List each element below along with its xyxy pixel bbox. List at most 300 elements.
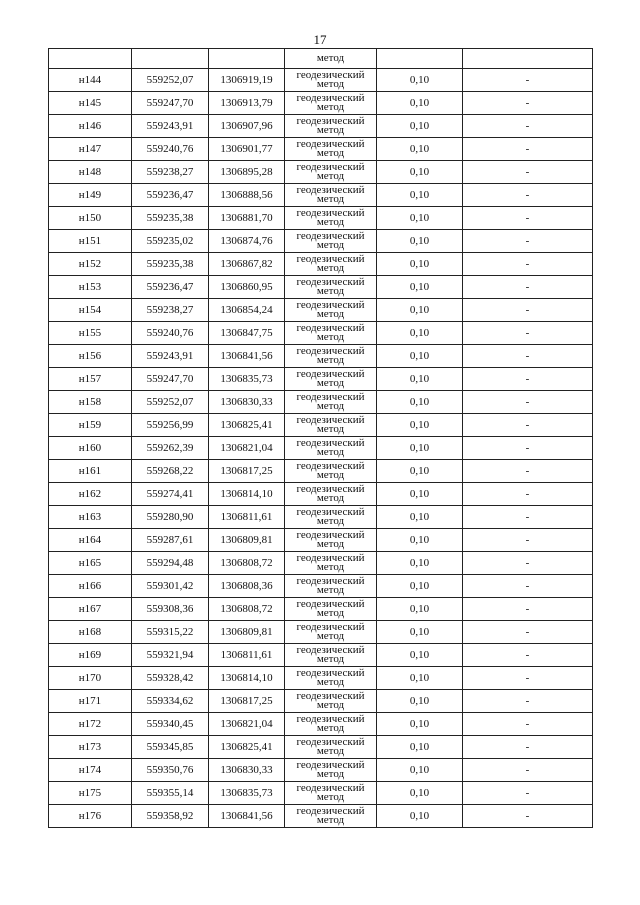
- method-line-2: метод: [316, 262, 345, 274]
- method-line-2: метод: [316, 216, 345, 228]
- method-line-1: геодезический: [296, 230, 365, 242]
- note-cell: -: [463, 138, 593, 161]
- y-coordinate-cell: 1306854,24: [209, 299, 285, 322]
- table-row: [49, 230, 593, 253]
- x-coordinate-cell: 559252,07: [132, 69, 209, 92]
- point-cell: н169: [49, 644, 132, 667]
- method-line-1: геодезический: [296, 345, 365, 357]
- table-row: [49, 391, 593, 414]
- y-coordinate-cell: 1306814,10: [209, 483, 285, 506]
- accuracy-cell: 0,10: [377, 506, 463, 529]
- note-cell: -: [463, 368, 593, 391]
- method-line-2: метод: [316, 239, 345, 251]
- y-coordinate-cell: 1306874,76: [209, 230, 285, 253]
- table-row: [49, 115, 593, 138]
- note-cell: -: [463, 437, 593, 460]
- method-line-2: метод: [316, 538, 345, 550]
- note-cell: -: [463, 667, 593, 690]
- x-coordinate-cell: 559268,22: [132, 460, 209, 483]
- x-coordinate-cell: 559315,22: [132, 621, 209, 644]
- method-line-1: геодезический: [296, 690, 365, 702]
- method-cell: [285, 644, 377, 667]
- accuracy-cell: 0,10: [377, 759, 463, 782]
- method-line-2: метод: [316, 170, 345, 182]
- x-coordinate-cell: 559243,91: [132, 345, 209, 368]
- table-row: [49, 299, 593, 322]
- method-cell: [285, 529, 377, 552]
- y-coordinate-cell: 1306907,96: [209, 115, 285, 138]
- y-coordinate-cell: 1306808,72: [209, 552, 285, 575]
- table-row: [49, 690, 593, 713]
- method-line-1: геодезический: [296, 736, 365, 748]
- method-cell: [285, 552, 377, 575]
- point-cell: н175: [49, 782, 132, 805]
- accuracy-cell: 0,10: [377, 345, 463, 368]
- method-line-2: метод: [316, 768, 345, 780]
- method-line-1: геодезический: [296, 759, 365, 771]
- method-line-1: геодезический: [296, 207, 365, 219]
- method-cell: [285, 713, 377, 736]
- table-row: [49, 276, 593, 299]
- x-coordinate-cell: 559328,42: [132, 667, 209, 690]
- x-coordinate-cell: 559238,27: [132, 299, 209, 322]
- x-coordinate-cell: 559256,99: [132, 414, 209, 437]
- method-line-1: геодезический: [296, 391, 365, 403]
- y-coordinate-cell: 1306821,04: [209, 437, 285, 460]
- point-cell: н156: [49, 345, 132, 368]
- method-line-2: метод: [316, 78, 345, 90]
- x-coordinate-cell: 559321,94: [132, 644, 209, 667]
- table-row: [49, 506, 593, 529]
- point-cell: н171: [49, 690, 132, 713]
- continuation-row: [49, 49, 593, 69]
- accuracy-cell: 0,10: [377, 161, 463, 184]
- point-cell: н148: [49, 161, 132, 184]
- method-line-1: геодезический: [296, 782, 365, 794]
- accuracy-cell: 0,10: [377, 621, 463, 644]
- method-line-2: метод: [316, 814, 345, 826]
- method-cell: [285, 736, 377, 759]
- y-coordinate-cell: 1306809,81: [209, 621, 285, 644]
- method-line-1: геодезический: [296, 529, 365, 541]
- point-cell: н164: [49, 529, 132, 552]
- method-line-1: геодезический: [296, 483, 365, 495]
- method-line-2: метод: [316, 285, 345, 297]
- table-row: [49, 322, 593, 345]
- method-line-1: геодезический: [296, 713, 365, 725]
- method-cell: [285, 184, 377, 207]
- continuation-cell: [49, 49, 132, 69]
- continuation-cell: [209, 49, 285, 69]
- method-line-1: геодезический: [296, 138, 365, 150]
- point-cell: н166: [49, 575, 132, 598]
- table-row: [49, 460, 593, 483]
- point-cell: н159: [49, 414, 132, 437]
- point-cell: н151: [49, 230, 132, 253]
- x-coordinate-cell: 559240,76: [132, 138, 209, 161]
- method-line-1: геодезический: [296, 69, 365, 81]
- method-cell: [285, 253, 377, 276]
- note-cell: -: [463, 230, 593, 253]
- accuracy-cell: 0,10: [377, 230, 463, 253]
- coordinates-table-body: [49, 49, 593, 828]
- y-coordinate-cell: 1306825,41: [209, 414, 285, 437]
- method-cell: [285, 414, 377, 437]
- accuracy-cell: 0,10: [377, 483, 463, 506]
- point-cell: н152: [49, 253, 132, 276]
- accuracy-cell: 0,10: [377, 805, 463, 828]
- y-coordinate-cell: 1306847,75: [209, 322, 285, 345]
- accuracy-cell: 0,10: [377, 667, 463, 690]
- method-cell: [285, 805, 377, 828]
- accuracy-cell: 0,10: [377, 782, 463, 805]
- point-cell: н172: [49, 713, 132, 736]
- x-coordinate-cell: 559235,38: [132, 207, 209, 230]
- accuracy-cell: 0,10: [377, 207, 463, 230]
- y-coordinate-cell: 1306841,56: [209, 805, 285, 828]
- point-cell: н162: [49, 483, 132, 506]
- method-cell: [285, 759, 377, 782]
- accuracy-cell: 0,10: [377, 690, 463, 713]
- x-coordinate-cell: 559280,90: [132, 506, 209, 529]
- method-line-2: метод: [316, 607, 345, 619]
- note-cell: -: [463, 805, 593, 828]
- method-line-1: геодезический: [296, 276, 365, 288]
- y-coordinate-cell: 1306835,73: [209, 782, 285, 805]
- y-coordinate-cell: 1306881,70: [209, 207, 285, 230]
- table-row: [49, 161, 593, 184]
- x-coordinate-cell: 559236,47: [132, 184, 209, 207]
- method-line-1: геодезический: [296, 506, 365, 518]
- note-cell: -: [463, 529, 593, 552]
- method-cell: [285, 138, 377, 161]
- accuracy-cell: 0,10: [377, 552, 463, 575]
- y-coordinate-cell: 1306901,77: [209, 138, 285, 161]
- accuracy-cell: 0,10: [377, 414, 463, 437]
- y-coordinate-cell: 1306814,10: [209, 667, 285, 690]
- method-cell: [285, 460, 377, 483]
- x-coordinate-cell: 559252,07: [132, 391, 209, 414]
- y-coordinate-cell: 1306860,95: [209, 276, 285, 299]
- y-coordinate-cell: 1306888,56: [209, 184, 285, 207]
- note-cell: -: [463, 575, 593, 598]
- x-coordinate-cell: 559235,02: [132, 230, 209, 253]
- table-row: [49, 437, 593, 460]
- table-row: [49, 644, 593, 667]
- method-cell: [285, 299, 377, 322]
- y-coordinate-cell: 1306825,41: [209, 736, 285, 759]
- continuation-cell: [463, 49, 593, 69]
- point-cell: н146: [49, 115, 132, 138]
- x-coordinate-cell: 559247,70: [132, 92, 209, 115]
- method-line-2: метод: [316, 676, 345, 688]
- x-coordinate-cell: 559294,48: [132, 552, 209, 575]
- method-line-1: геодезический: [296, 552, 365, 564]
- point-cell: н168: [49, 621, 132, 644]
- accuracy-cell: 0,10: [377, 69, 463, 92]
- note-cell: -: [463, 322, 593, 345]
- method-line-2: метод: [316, 101, 345, 113]
- note-cell: -: [463, 621, 593, 644]
- table-row: [49, 184, 593, 207]
- note-cell: -: [463, 253, 593, 276]
- table-row: [49, 782, 593, 805]
- method-line-1: геодезический: [296, 437, 365, 449]
- point-cell: н145: [49, 92, 132, 115]
- accuracy-cell: 0,10: [377, 253, 463, 276]
- note-cell: -: [463, 184, 593, 207]
- y-coordinate-cell: 1306817,25: [209, 460, 285, 483]
- table-row: [49, 69, 593, 92]
- method-line-2: метод: [316, 515, 345, 527]
- x-coordinate-cell: 559247,70: [132, 368, 209, 391]
- accuracy-cell: 0,10: [377, 92, 463, 115]
- continuation-cell: [377, 49, 463, 69]
- method-line-1: геодезический: [296, 621, 365, 633]
- method-line-2: метод: [316, 147, 345, 159]
- y-coordinate-cell: 1306821,04: [209, 713, 285, 736]
- point-cell: н170: [49, 667, 132, 690]
- x-coordinate-cell: 559340,45: [132, 713, 209, 736]
- note-cell: -: [463, 299, 593, 322]
- method-cell: [285, 92, 377, 115]
- note-cell: -: [463, 690, 593, 713]
- note-cell: -: [463, 276, 593, 299]
- method-line-2: метод: [316, 124, 345, 136]
- method-cell: [285, 69, 377, 92]
- method-cell: [285, 345, 377, 368]
- continuation-method-cell: метод: [285, 49, 377, 69]
- accuracy-cell: 0,10: [377, 391, 463, 414]
- table-row: [49, 207, 593, 230]
- point-cell: н150: [49, 207, 132, 230]
- point-cell: н154: [49, 299, 132, 322]
- method-cell: [285, 322, 377, 345]
- point-cell: н165: [49, 552, 132, 575]
- method-cell: [285, 667, 377, 690]
- method-cell: [285, 368, 377, 391]
- table-row: [49, 92, 593, 115]
- point-cell: н158: [49, 391, 132, 414]
- table-row: [49, 736, 593, 759]
- method-line-2: метод: [316, 653, 345, 665]
- accuracy-cell: 0,10: [377, 184, 463, 207]
- note-cell: -: [463, 414, 593, 437]
- method-line-1: геодезический: [296, 161, 365, 173]
- x-coordinate-cell: 559243,91: [132, 115, 209, 138]
- y-coordinate-cell: 1306809,81: [209, 529, 285, 552]
- accuracy-cell: 0,10: [377, 276, 463, 299]
- note-cell: -: [463, 207, 593, 230]
- method-line-1: геодезический: [296, 253, 365, 265]
- x-coordinate-cell: 559334,62: [132, 690, 209, 713]
- y-coordinate-cell: 1306817,25: [209, 690, 285, 713]
- method-line-1: геодезический: [296, 322, 365, 334]
- method-line-1: геодезический: [296, 805, 365, 817]
- method-cell: [285, 690, 377, 713]
- method-line-2: метод: [316, 722, 345, 734]
- method-line-1: геодезический: [296, 575, 365, 587]
- method-line-2: метод: [316, 791, 345, 803]
- table-row: [49, 483, 593, 506]
- table-row: [49, 414, 593, 437]
- accuracy-cell: 0,10: [377, 299, 463, 322]
- method-cell: [285, 115, 377, 138]
- coordinates-table: [48, 48, 593, 828]
- table-row: [49, 598, 593, 621]
- note-cell: -: [463, 644, 593, 667]
- note-cell: -: [463, 115, 593, 138]
- note-cell: -: [463, 391, 593, 414]
- method-cell: [285, 230, 377, 253]
- y-coordinate-cell: 1306811,61: [209, 644, 285, 667]
- method-cell: [285, 207, 377, 230]
- accuracy-cell: 0,10: [377, 322, 463, 345]
- method-line-1: геодезический: [296, 299, 365, 311]
- y-coordinate-cell: 1306919,19: [209, 69, 285, 92]
- method-line-2: метод: [316, 400, 345, 412]
- accuracy-cell: 0,10: [377, 736, 463, 759]
- y-coordinate-cell: 1306830,33: [209, 391, 285, 414]
- method-cell: [285, 506, 377, 529]
- method-cell: [285, 483, 377, 506]
- point-cell: н176: [49, 805, 132, 828]
- point-cell: н160: [49, 437, 132, 460]
- accuracy-cell: 0,10: [377, 644, 463, 667]
- x-coordinate-cell: 559350,76: [132, 759, 209, 782]
- y-coordinate-cell: 1306913,79: [209, 92, 285, 115]
- note-cell: -: [463, 483, 593, 506]
- accuracy-cell: 0,10: [377, 115, 463, 138]
- table-row: [49, 667, 593, 690]
- x-coordinate-cell: 559345,85: [132, 736, 209, 759]
- y-coordinate-cell: 1306811,61: [209, 506, 285, 529]
- accuracy-cell: 0,10: [377, 368, 463, 391]
- method-cell: [285, 391, 377, 414]
- table-row: [49, 368, 593, 391]
- note-cell: -: [463, 506, 593, 529]
- method-line-1: геодезический: [296, 184, 365, 196]
- point-cell: н147: [49, 138, 132, 161]
- accuracy-cell: 0,10: [377, 575, 463, 598]
- point-cell: н161: [49, 460, 132, 483]
- method-line-2: метод: [316, 446, 345, 458]
- y-coordinate-cell: 1306808,72: [209, 598, 285, 621]
- method-line-1: геодезический: [296, 368, 365, 380]
- method-line-1: геодезический: [296, 644, 365, 656]
- x-coordinate-cell: 559240,76: [132, 322, 209, 345]
- table-row: [49, 713, 593, 736]
- point-cell: н163: [49, 506, 132, 529]
- method-line-2: метод: [316, 331, 345, 343]
- method-line-1: геодезический: [296, 414, 365, 426]
- accuracy-cell: 0,10: [377, 529, 463, 552]
- x-coordinate-cell: 559301,42: [132, 575, 209, 598]
- table-row: [49, 759, 593, 782]
- point-cell: н153: [49, 276, 132, 299]
- x-coordinate-cell: 559287,61: [132, 529, 209, 552]
- note-cell: -: [463, 345, 593, 368]
- note-cell: -: [463, 598, 593, 621]
- y-coordinate-cell: 1306830,33: [209, 759, 285, 782]
- point-cell: н144: [49, 69, 132, 92]
- y-coordinate-cell: 1306867,82: [209, 253, 285, 276]
- point-cell: н149: [49, 184, 132, 207]
- point-cell: н155: [49, 322, 132, 345]
- table-row: [49, 529, 593, 552]
- accuracy-cell: 0,10: [377, 138, 463, 161]
- note-cell: -: [463, 736, 593, 759]
- x-coordinate-cell: 559238,27: [132, 161, 209, 184]
- y-coordinate-cell: 1306835,73: [209, 368, 285, 391]
- table-row: [49, 552, 593, 575]
- x-coordinate-cell: 559355,14: [132, 782, 209, 805]
- y-coordinate-cell: 1306808,36: [209, 575, 285, 598]
- method-cell: [285, 437, 377, 460]
- x-coordinate-cell: 559274,41: [132, 483, 209, 506]
- method-line-1: геодезический: [296, 460, 365, 472]
- point-cell: н167: [49, 598, 132, 621]
- method-line-2: метод: [316, 193, 345, 205]
- table-row: [49, 805, 593, 828]
- note-cell: -: [463, 460, 593, 483]
- note-cell: -: [463, 759, 593, 782]
- accuracy-cell: 0,10: [377, 598, 463, 621]
- method-line-1: геодезический: [296, 115, 365, 127]
- accuracy-cell: 0,10: [377, 713, 463, 736]
- note-cell: -: [463, 713, 593, 736]
- table-row: [49, 138, 593, 161]
- method-line-2: метод: [316, 699, 345, 711]
- x-coordinate-cell: 559236,47: [132, 276, 209, 299]
- method-cell: [285, 161, 377, 184]
- method-line-2: метод: [316, 354, 345, 366]
- y-coordinate-cell: 1306895,28: [209, 161, 285, 184]
- accuracy-cell: 0,10: [377, 437, 463, 460]
- method-line-2: метод: [316, 745, 345, 757]
- table-row: [49, 253, 593, 276]
- method-cell: [285, 276, 377, 299]
- point-cell: н174: [49, 759, 132, 782]
- x-coordinate-cell: 559358,92: [132, 805, 209, 828]
- accuracy-cell: 0,10: [377, 460, 463, 483]
- note-cell: -: [463, 552, 593, 575]
- note-cell: -: [463, 782, 593, 805]
- x-coordinate-cell: 559235,38: [132, 253, 209, 276]
- method-line-2: метод: [316, 630, 345, 642]
- continuation-cell: [132, 49, 209, 69]
- method-line-2: метод: [316, 469, 345, 481]
- method-line-2: метод: [316, 584, 345, 596]
- method-line-2: метод: [316, 423, 345, 435]
- method-line-2: метод: [316, 377, 345, 389]
- method-cell: [285, 621, 377, 644]
- method-cell: [285, 575, 377, 598]
- method-line-2: метод: [316, 492, 345, 504]
- method-cell: [285, 782, 377, 805]
- x-coordinate-cell: 559308,36: [132, 598, 209, 621]
- x-coordinate-cell: 559262,39: [132, 437, 209, 460]
- method-line-1: геодезический: [296, 598, 365, 610]
- method-line-2: метод: [316, 308, 345, 320]
- note-cell: -: [463, 92, 593, 115]
- table-row: [49, 575, 593, 598]
- method-line-2: метод: [316, 561, 345, 573]
- note-cell: -: [463, 161, 593, 184]
- table-row: [49, 345, 593, 368]
- table-row: [49, 621, 593, 644]
- method-line-1: геодезический: [296, 92, 365, 104]
